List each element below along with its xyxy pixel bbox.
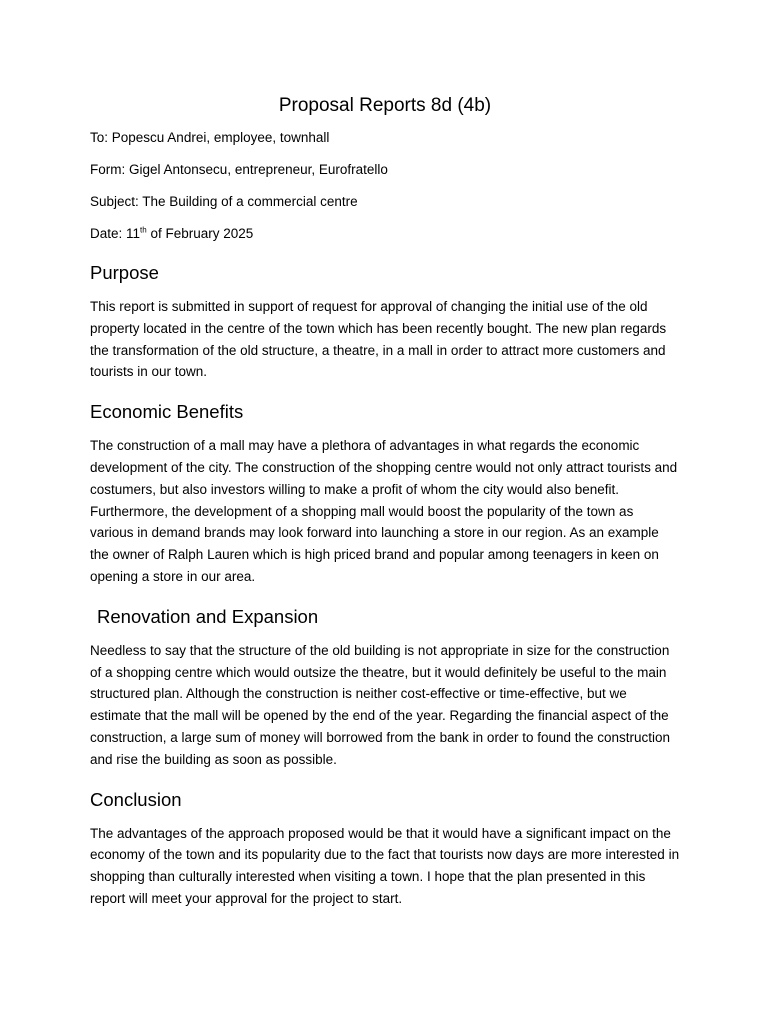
section-heading-purpose: Purpose xyxy=(90,262,159,283)
date-suffix: of February 2025 xyxy=(146,226,254,241)
date-ordinal-suffix: th xyxy=(140,225,147,235)
document-title: Proposal Reports 8d (4b) xyxy=(278,95,492,116)
section-heading-renovation-expansion: Renovation and Expansion xyxy=(97,605,319,627)
date-line xyxy=(90,224,680,244)
section-body-renovation-expansion: Needless to say that the structure of the old building is not appropriate in size for the construction of a shopping centre which would outsize the theatre, but it would definitely be useful to the main structured plan. Although the construction is neither cost-effective or time-effective, but we estimate that the mall will be opened by the end of the year. Regarding the financial aspect of the construction, a large sum of money will borrowed from the bank in order to found the construction and rise the building as soon as possible. xyxy=(90,642,671,767)
sender-line: Form: Gigel Antonsecu, entrepreneur, Eurofratello xyxy=(90,162,388,177)
subject-line: Subject: The Building of a commercial centre xyxy=(90,194,358,209)
section-body-conclusion: The advantages of the approach proposed would be that it would have a significant impact on the economy of the town and its popularity due to the fact that tourists now days are more interested in shopping than culturally interested when visiting a town. I hope that the plan presented in this report will meet your approval for the project to start. xyxy=(90,825,680,906)
section-body-purpose: This report is submitted in support of request for approval of changing the initial use of the old property located in the centre of the town which has been recently bought. The new plan regards the transformation of the old structure, a theatre, in a mall in order to attract more customers and tourists in our town. xyxy=(90,299,667,380)
section-heading-economic-benefits: Economic Benefits xyxy=(90,401,244,423)
section-heading-conclusion: Conclusion xyxy=(90,788,182,810)
recipient-line: To: Popescu Andrei, employee, townhall xyxy=(90,130,330,145)
date-prefix: Date: 11 xyxy=(90,226,141,241)
document-body xyxy=(90,92,680,910)
section-body-economic-benefits: The construction of a mall may have a plethora of advantages in what regards the economic development of the city. The construction of the shopping centre would not only attract tourists and costumers, but also investors willing to make a profit of whom the city would also benefit. Furthermore, the development of a shopping mall would boost the popularity of the town as various in demand brands may look forward into launching a store in our region. As an example the owner of Ralph Lauren which is high priced brand and popular among teenagers in keen on opening a store in our area. xyxy=(90,438,678,584)
